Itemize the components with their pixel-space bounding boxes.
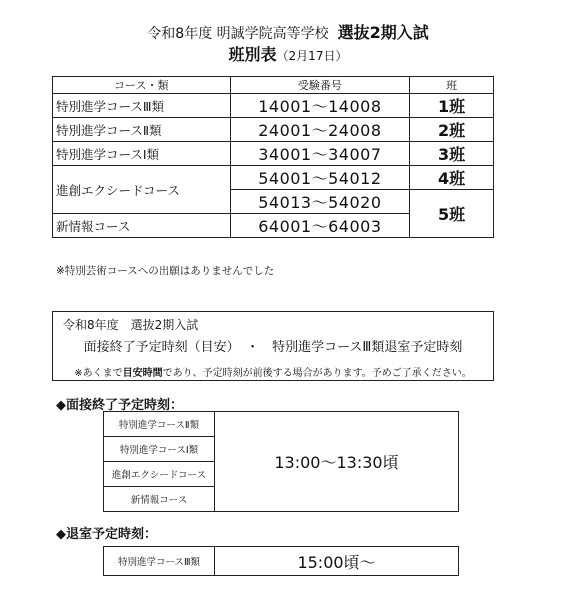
course-cell: 特別進学コースⅠ類 xyxy=(53,142,231,166)
notice-disclaimer xyxy=(53,364,493,379)
course-cell: 特別進学コースⅡ類 xyxy=(104,412,215,437)
column-header-course: コース・類 xyxy=(53,77,231,94)
exam-range-cell: 34001～34007 xyxy=(230,142,410,166)
class-cell: 2班 xyxy=(410,118,494,142)
table-row xyxy=(53,166,494,190)
school-name: 令和8年度 明誠学院高等学校 xyxy=(147,26,329,42)
exam-name: 選抜2期入試 xyxy=(337,23,429,42)
course-cell: 特別進学コースⅢ類 xyxy=(104,547,215,576)
exam-range-cell: 54013～54020 xyxy=(230,190,410,214)
table-row xyxy=(53,118,494,142)
notice-box xyxy=(52,311,494,381)
exit-heading: ◆退室予定時刻： xyxy=(56,527,157,542)
column-header-exam-number: 受験番号 xyxy=(230,77,410,94)
interview-time-table xyxy=(103,411,459,512)
notice-heading: 面接終了予定時刻（目安） ・ 特別進学コースⅢ類退室予定時刻 xyxy=(83,340,463,355)
table-row xyxy=(104,412,459,437)
course-cell: 新情報コース xyxy=(53,214,231,238)
exit-time-table xyxy=(103,546,459,576)
exam-range-cell: 24001～24008 xyxy=(230,118,410,142)
table-row xyxy=(53,142,494,166)
interview-time-cell: 13:00～13:30頃 xyxy=(215,412,459,512)
class-cell: 3班 xyxy=(410,142,494,166)
interview-heading: ◆面接終了予定時刻： xyxy=(56,398,183,413)
table-row xyxy=(104,547,459,576)
subtitle-text: 班別表 xyxy=(228,45,277,64)
exam-range-cell: 64001～64003 xyxy=(230,214,410,238)
notice-title: 令和8年度 選抜2期入試 xyxy=(63,318,199,332)
disclaimer-emphasis: 目安時間 xyxy=(122,368,163,379)
note-text: ※特別芸術コースへの出願はありませんでした xyxy=(56,265,275,277)
course-cell: 新情報コース xyxy=(104,487,215,512)
exit-time-cell: 15:00頃～ xyxy=(297,552,376,572)
disclaimer-suffix: であり、予定時刻が前後する場合があります。予めご了承ください。 xyxy=(162,368,472,379)
course-cell: 特別進学コースⅠ類 xyxy=(104,437,215,462)
course-cell: 特別進学コースⅢ類 xyxy=(53,94,231,118)
course-cell: 進創エクシードコース xyxy=(104,462,215,487)
course-cell: 進創エクシードコース xyxy=(53,166,231,214)
table-header-row xyxy=(53,77,494,94)
page-title xyxy=(0,20,576,43)
class-assignment-table xyxy=(52,76,494,238)
table-row xyxy=(53,94,494,118)
disclaimer-prefix: ※あくまで xyxy=(74,368,123,379)
exam-date: （2月17日） xyxy=(276,49,348,63)
column-header-class: 班 xyxy=(410,77,494,94)
exam-range-cell: 54001～54012 xyxy=(230,166,410,190)
page-subtitle xyxy=(0,42,576,65)
class-cell: 1班 xyxy=(410,94,494,118)
exam-range-cell: 14001～14008 xyxy=(230,94,410,118)
class-cell: 5班 xyxy=(410,190,494,238)
course-cell: 特別進学コースⅡ類 xyxy=(53,118,231,142)
class-cell: 4班 xyxy=(410,166,494,190)
